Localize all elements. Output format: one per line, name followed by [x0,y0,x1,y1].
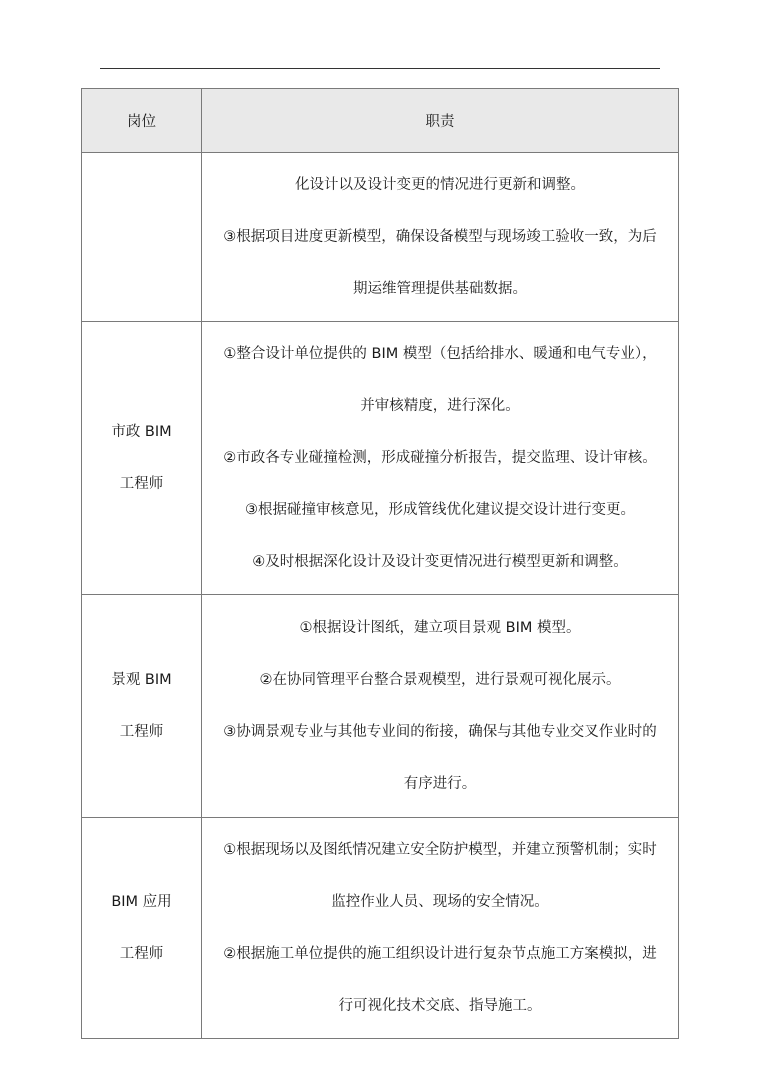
role-cell [82,153,202,322]
table-header-row [82,89,679,153]
duty-line: ①根据设计图纸，建立项目景观 BIM 模型。 [299,620,581,636]
duty-line: ①根据现场以及图纸情况建立安全防护模型，并建立预警机制；实时 [223,842,657,858]
duty-line: ①整合设计单位提供的 BIM 模型（包括给排水、暖通和电气专业）， [223,346,657,362]
duties-table [81,88,679,1039]
role-line: 工程师 [119,476,164,492]
duty-line: 期运维管理提供基础数据。 [353,281,527,297]
role-line: 景观 BIM [111,672,172,688]
duties-cell [202,818,679,1039]
duty-line: 监控作业人员、现场的安全情况。 [331,894,549,910]
role-line: 工程师 [119,724,164,740]
duty-line: 行可视化技术交底、指导施工。 [338,998,542,1014]
role-line: 工程师 [119,946,164,962]
duty-line: ③协调景观专业与其他专业间的衔接，确保与其他专业交叉作业时的 [223,724,657,740]
header-position: 岗位 [82,89,202,153]
duty-line: 并审核精度，进行深化。 [360,398,520,414]
table-row [82,818,679,1039]
duty-line: ③根据项目进度更新模型，确保设备模型与现场竣工验收一致，为后 [223,229,657,245]
role-line: 市政 BIM [111,424,172,440]
role-cell [82,322,202,595]
table-row [82,153,679,322]
role-cell [82,818,202,1039]
header-rule [100,68,660,69]
duty-line: 有序进行。 [403,776,477,792]
role-line: BIM 应用 [111,894,172,910]
duty-line: ②根据施工单位提供的施工组织设计进行复杂节点施工方案模拟，进 [223,946,657,962]
duty-line: ④及时根据深化设计及设计变更情况进行模型更新和调整。 [252,554,628,570]
role-cell [82,595,202,818]
table-row [82,595,679,818]
duties-cell [202,322,679,595]
duties-cell [202,153,679,322]
header-duties: 职责 [202,89,679,153]
duty-line: 化设计以及设计变更的情况进行更新和调整。 [295,177,585,193]
table-row [82,322,679,595]
duties-cell [202,595,679,818]
duty-line: ②市政各专业碰撞检测，形成碰撞分析报告，提交监理、设计审核。 [223,450,657,466]
duty-line: ③根据碰撞审核意见，形成管线优化建议提交设计进行变更。 [245,502,635,518]
duty-line: ②在协同管理平台整合景观模型，进行景观可视化展示。 [259,672,621,688]
